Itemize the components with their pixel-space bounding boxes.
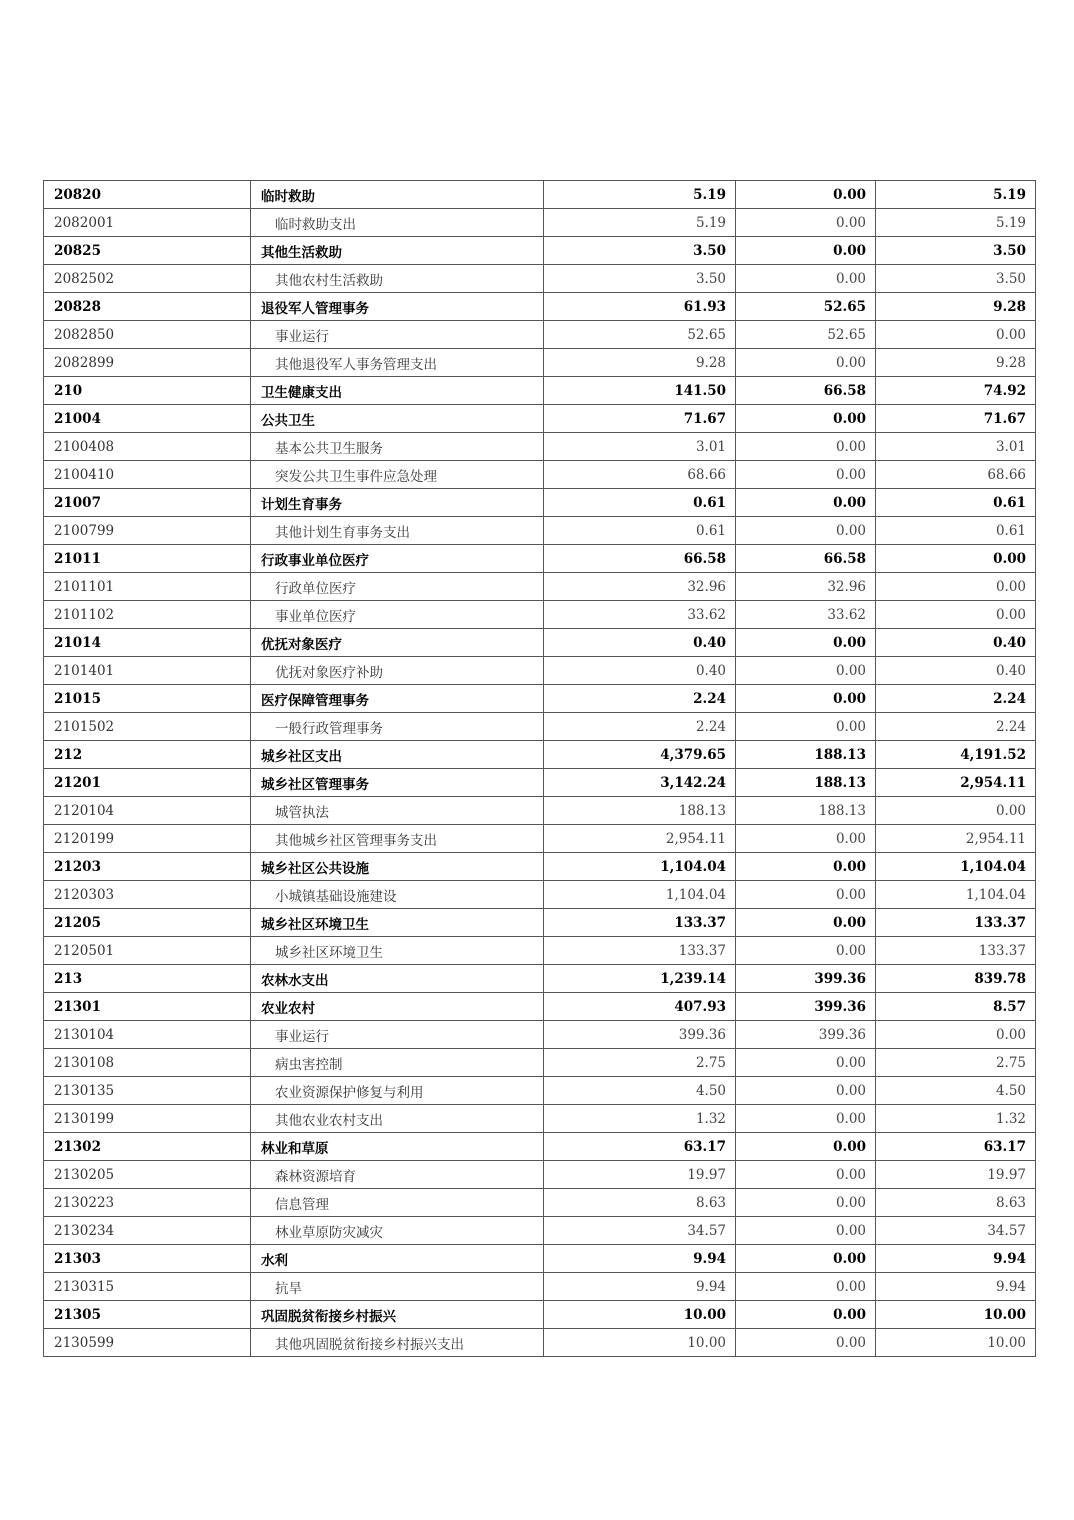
basic-expenditure-cell: 0.00 (736, 713, 876, 741)
account-name-cell: 优抚对象医疗 (251, 629, 544, 657)
account-code-cell: 2082850 (44, 321, 251, 349)
table-row (44, 769, 1036, 797)
account-code-cell: 21302 (44, 1133, 251, 1161)
project-expenditure-cell: 3.50 (876, 237, 1036, 265)
table-row (44, 1301, 1036, 1329)
budget-table (43, 180, 1036, 1357)
account-code-cell: 213 (44, 965, 251, 993)
account-code-cell: 21301 (44, 993, 251, 1021)
account-name-cell: 小城镇基础设施建设 (251, 881, 544, 909)
project-expenditure-cell: 8.63 (876, 1189, 1036, 1217)
total-amount-cell: 34.57 (544, 1217, 736, 1245)
basic-expenditure-cell: 32.96 (736, 573, 876, 601)
account-code-cell: 2130205 (44, 1161, 251, 1189)
total-amount-cell: 9.28 (544, 349, 736, 377)
table-row (44, 1105, 1036, 1133)
basic-expenditure-cell: 399.36 (736, 993, 876, 1021)
account-code-cell: 2130108 (44, 1049, 251, 1077)
total-amount-cell: 4,379.65 (544, 741, 736, 769)
basic-expenditure-cell: 0.00 (736, 405, 876, 433)
basic-expenditure-cell: 52.65 (736, 293, 876, 321)
account-name-cell: 城管执法 (251, 797, 544, 825)
table-row (44, 685, 1036, 713)
project-expenditure-cell: 0.61 (876, 489, 1036, 517)
total-amount-cell: 33.62 (544, 601, 736, 629)
basic-expenditure-cell: 0.00 (736, 237, 876, 265)
project-expenditure-cell: 839.78 (876, 965, 1036, 993)
total-amount-cell: 2.24 (544, 685, 736, 713)
total-amount-cell: 52.65 (544, 321, 736, 349)
account-code-cell: 21205 (44, 909, 251, 937)
total-amount-cell: 188.13 (544, 797, 736, 825)
table-row (44, 797, 1036, 825)
account-name-cell: 病虫害控制 (251, 1049, 544, 1077)
account-name-cell: 优抚对象医疗补助 (251, 657, 544, 685)
project-expenditure-cell: 8.57 (876, 993, 1036, 1021)
account-code-cell: 2130199 (44, 1105, 251, 1133)
project-expenditure-cell: 133.37 (876, 909, 1036, 937)
basic-expenditure-cell: 0.00 (736, 349, 876, 377)
basic-expenditure-cell: 0.00 (736, 1217, 876, 1245)
total-amount-cell: 0.61 (544, 489, 736, 517)
basic-expenditure-cell: 188.13 (736, 769, 876, 797)
project-expenditure-cell: 2.24 (876, 685, 1036, 713)
table-row (44, 517, 1036, 545)
basic-expenditure-cell: 0.00 (736, 1273, 876, 1301)
account-code-cell: 210 (44, 377, 251, 405)
total-amount-cell: 399.36 (544, 1021, 736, 1049)
account-name-cell: 行政事业单位医疗 (251, 545, 544, 573)
basic-expenditure-cell: 0.00 (736, 209, 876, 237)
basic-expenditure-cell: 0.00 (736, 1161, 876, 1189)
table-row (44, 881, 1036, 909)
table-row (44, 293, 1036, 321)
table-row (44, 265, 1036, 293)
account-code-cell: 2120199 (44, 825, 251, 853)
account-code-cell: 2100408 (44, 433, 251, 461)
account-code-cell: 20820 (44, 181, 251, 209)
account-code-cell: 2082502 (44, 265, 251, 293)
account-code-cell: 21015 (44, 685, 251, 713)
total-amount-cell: 66.58 (544, 545, 736, 573)
account-name-cell: 计划生育事务 (251, 489, 544, 517)
account-code-cell: 20828 (44, 293, 251, 321)
account-name-cell: 林业草原防灾减灾 (251, 1217, 544, 1245)
total-amount-cell: 71.67 (544, 405, 736, 433)
basic-expenditure-cell: 0.00 (736, 629, 876, 657)
account-code-cell: 21303 (44, 1245, 251, 1273)
project-expenditure-cell: 19.97 (876, 1161, 1036, 1189)
total-amount-cell: 133.37 (544, 909, 736, 937)
total-amount-cell: 1,239.14 (544, 965, 736, 993)
account-name-cell: 城乡社区公共设施 (251, 853, 544, 881)
account-code-cell: 2120104 (44, 797, 251, 825)
account-code-cell: 2130223 (44, 1189, 251, 1217)
table-row (44, 433, 1036, 461)
basic-expenditure-cell: 0.00 (736, 181, 876, 209)
account-name-cell: 突发公共卫生事件应急处理 (251, 461, 544, 489)
table-row (44, 713, 1036, 741)
basic-expenditure-cell: 0.00 (736, 1245, 876, 1273)
project-expenditure-cell: 0.40 (876, 629, 1036, 657)
table-row (44, 573, 1036, 601)
account-name-cell: 其他退役军人事务管理支出 (251, 349, 544, 377)
basic-expenditure-cell: 188.13 (736, 797, 876, 825)
table-row (44, 1329, 1036, 1357)
project-expenditure-cell: 2,954.11 (876, 769, 1036, 797)
total-amount-cell: 5.19 (544, 209, 736, 237)
account-name-cell: 巩固脱贫衔接乡村振兴 (251, 1301, 544, 1329)
total-amount-cell: 0.61 (544, 517, 736, 545)
table-row (44, 937, 1036, 965)
table-row (44, 489, 1036, 517)
table-row (44, 965, 1036, 993)
table-row (44, 349, 1036, 377)
total-amount-cell: 407.93 (544, 993, 736, 1021)
total-amount-cell: 63.17 (544, 1133, 736, 1161)
total-amount-cell: 0.40 (544, 629, 736, 657)
total-amount-cell: 4.50 (544, 1077, 736, 1105)
basic-expenditure-cell: 0.00 (736, 1133, 876, 1161)
account-code-cell: 212 (44, 741, 251, 769)
account-name-cell: 城乡社区支出 (251, 741, 544, 769)
total-amount-cell: 9.94 (544, 1273, 736, 1301)
project-expenditure-cell: 9.28 (876, 349, 1036, 377)
account-name-cell: 城乡社区环境卫生 (251, 909, 544, 937)
account-name-cell: 医疗保障管理事务 (251, 685, 544, 713)
basic-expenditure-cell: 0.00 (736, 937, 876, 965)
project-expenditure-cell: 74.92 (876, 377, 1036, 405)
project-expenditure-cell: 4,191.52 (876, 741, 1036, 769)
table-row (44, 545, 1036, 573)
basic-expenditure-cell: 0.00 (736, 1301, 876, 1329)
project-expenditure-cell: 63.17 (876, 1133, 1036, 1161)
account-name-cell: 一般行政管理事务 (251, 713, 544, 741)
project-expenditure-cell: 10.00 (876, 1329, 1036, 1357)
basic-expenditure-cell: 0.00 (736, 685, 876, 713)
basic-expenditure-cell: 66.58 (736, 377, 876, 405)
account-name-cell: 城乡社区环境卫生 (251, 937, 544, 965)
project-expenditure-cell: 0.40 (876, 657, 1036, 685)
account-name-cell: 行政单位医疗 (251, 573, 544, 601)
table-row (44, 657, 1036, 685)
project-expenditure-cell: 2,954.11 (876, 825, 1036, 853)
account-name-cell: 抗旱 (251, 1273, 544, 1301)
total-amount-cell: 2.75 (544, 1049, 736, 1077)
table-row (44, 377, 1036, 405)
table-row (44, 741, 1036, 769)
basic-expenditure-cell: 0.00 (736, 909, 876, 937)
table-row (44, 237, 1036, 265)
project-expenditure-cell: 4.50 (876, 1077, 1036, 1105)
table-row (44, 209, 1036, 237)
project-expenditure-cell: 1,104.04 (876, 853, 1036, 881)
account-name-cell: 事业运行 (251, 1021, 544, 1049)
project-expenditure-cell: 2.24 (876, 713, 1036, 741)
project-expenditure-cell: 10.00 (876, 1301, 1036, 1329)
total-amount-cell: 141.50 (544, 377, 736, 405)
total-amount-cell: 61.93 (544, 293, 736, 321)
total-amount-cell: 2,954.11 (544, 825, 736, 853)
basic-expenditure-cell: 0.00 (736, 1329, 876, 1357)
basic-expenditure-cell: 0.00 (736, 657, 876, 685)
total-amount-cell: 10.00 (544, 1329, 736, 1357)
basic-expenditure-cell: 0.00 (736, 853, 876, 881)
account-name-cell: 农业农村 (251, 993, 544, 1021)
account-name-cell: 林业和草原 (251, 1133, 544, 1161)
basic-expenditure-cell: 66.58 (736, 545, 876, 573)
account-name-cell: 其他农村生活救助 (251, 265, 544, 293)
total-amount-cell: 32.96 (544, 573, 736, 601)
total-amount-cell: 9.94 (544, 1245, 736, 1273)
basic-expenditure-cell: 0.00 (736, 1077, 876, 1105)
project-expenditure-cell: 0.00 (876, 545, 1036, 573)
project-expenditure-cell: 5.19 (876, 181, 1036, 209)
account-name-cell: 其他农业农村支出 (251, 1105, 544, 1133)
project-expenditure-cell: 0.00 (876, 321, 1036, 349)
account-code-cell: 2130104 (44, 1021, 251, 1049)
basic-expenditure-cell: 399.36 (736, 965, 876, 993)
account-code-cell: 2082899 (44, 349, 251, 377)
project-expenditure-cell: 0.00 (876, 573, 1036, 601)
account-name-cell: 其他巩固脱贫衔接乡村振兴支出 (251, 1329, 544, 1357)
table-row (44, 1161, 1036, 1189)
account-name-cell: 其他计划生育事务支出 (251, 517, 544, 545)
project-expenditure-cell: 0.00 (876, 1021, 1036, 1049)
project-expenditure-cell: 1,104.04 (876, 881, 1036, 909)
table-row (44, 1077, 1036, 1105)
basic-expenditure-cell: 0.00 (736, 517, 876, 545)
basic-expenditure-cell: 0.00 (736, 433, 876, 461)
account-code-cell: 2130599 (44, 1329, 251, 1357)
project-expenditure-cell: 2.75 (876, 1049, 1036, 1077)
account-code-cell: 20825 (44, 237, 251, 265)
account-code-cell: 2101102 (44, 601, 251, 629)
account-name-cell: 信息管理 (251, 1189, 544, 1217)
total-amount-cell: 3.50 (544, 237, 736, 265)
basic-expenditure-cell: 0.00 (736, 265, 876, 293)
basic-expenditure-cell: 52.65 (736, 321, 876, 349)
account-code-cell: 21203 (44, 853, 251, 881)
account-code-cell: 21305 (44, 1301, 251, 1329)
account-code-cell: 21011 (44, 545, 251, 573)
account-name-cell: 临时救助支出 (251, 209, 544, 237)
table-row (44, 1245, 1036, 1273)
account-code-cell: 21007 (44, 489, 251, 517)
total-amount-cell: 3,142.24 (544, 769, 736, 797)
account-code-cell: 2130135 (44, 1077, 251, 1105)
table-row (44, 405, 1036, 433)
table-row (44, 825, 1036, 853)
total-amount-cell: 8.63 (544, 1189, 736, 1217)
table-row (44, 1217, 1036, 1245)
basic-expenditure-cell: 399.36 (736, 1021, 876, 1049)
budget-table-body (44, 181, 1036, 1357)
project-expenditure-cell: 1.32 (876, 1105, 1036, 1133)
table-row (44, 461, 1036, 489)
basic-expenditure-cell: 0.00 (736, 1049, 876, 1077)
project-expenditure-cell: 5.19 (876, 209, 1036, 237)
project-expenditure-cell: 3.01 (876, 433, 1036, 461)
total-amount-cell: 19.97 (544, 1161, 736, 1189)
project-expenditure-cell: 9.94 (876, 1245, 1036, 1273)
account-code-cell: 2100799 (44, 517, 251, 545)
table-row (44, 181, 1036, 209)
account-name-cell: 事业单位医疗 (251, 601, 544, 629)
account-code-cell: 2082001 (44, 209, 251, 237)
table-row (44, 321, 1036, 349)
table-row (44, 1133, 1036, 1161)
account-code-cell: 2100410 (44, 461, 251, 489)
total-amount-cell: 68.66 (544, 461, 736, 489)
account-code-cell: 2101502 (44, 713, 251, 741)
basic-expenditure-cell: 0.00 (736, 825, 876, 853)
basic-expenditure-cell: 0.00 (736, 1105, 876, 1133)
table-row (44, 1273, 1036, 1301)
account-name-cell: 卫生健康支出 (251, 377, 544, 405)
account-code-cell: 21201 (44, 769, 251, 797)
account-code-cell: 21014 (44, 629, 251, 657)
account-name-cell: 退役军人管理事务 (251, 293, 544, 321)
project-expenditure-cell: 0.00 (876, 797, 1036, 825)
account-code-cell: 21004 (44, 405, 251, 433)
total-amount-cell: 0.40 (544, 657, 736, 685)
basic-expenditure-cell: 33.62 (736, 601, 876, 629)
account-name-cell: 公共卫生 (251, 405, 544, 433)
account-name-cell: 其他生活救助 (251, 237, 544, 265)
account-code-cell: 2101101 (44, 573, 251, 601)
table-row (44, 601, 1036, 629)
account-name-cell: 城乡社区管理事务 (251, 769, 544, 797)
project-expenditure-cell: 0.61 (876, 517, 1036, 545)
total-amount-cell: 1.32 (544, 1105, 736, 1133)
basic-expenditure-cell: 0.00 (736, 461, 876, 489)
project-expenditure-cell: 9.94 (876, 1273, 1036, 1301)
account-code-cell: 2130234 (44, 1217, 251, 1245)
account-name-cell: 水利 (251, 1245, 544, 1273)
basic-expenditure-cell: 0.00 (736, 1189, 876, 1217)
project-expenditure-cell: 68.66 (876, 461, 1036, 489)
account-name-cell: 其他城乡社区管理事务支出 (251, 825, 544, 853)
account-name-cell: 森林资源培育 (251, 1161, 544, 1189)
total-amount-cell: 1,104.04 (544, 853, 736, 881)
account-name-cell: 临时救助 (251, 181, 544, 209)
basic-expenditure-cell: 0.00 (736, 881, 876, 909)
account-name-cell: 基本公共卫生服务 (251, 433, 544, 461)
total-amount-cell: 133.37 (544, 937, 736, 965)
account-name-cell: 农林水支出 (251, 965, 544, 993)
total-amount-cell: 10.00 (544, 1301, 736, 1329)
project-expenditure-cell: 71.67 (876, 405, 1036, 433)
total-amount-cell: 5.19 (544, 181, 736, 209)
account-code-cell: 2130315 (44, 1273, 251, 1301)
project-expenditure-cell: 0.00 (876, 601, 1036, 629)
total-amount-cell: 2.24 (544, 713, 736, 741)
table-row (44, 1021, 1036, 1049)
account-name-cell: 农业资源保护修复与利用 (251, 1077, 544, 1105)
basic-expenditure-cell: 188.13 (736, 741, 876, 769)
basic-expenditure-cell: 0.00 (736, 489, 876, 517)
total-amount-cell: 1,104.04 (544, 881, 736, 909)
account-name-cell: 事业运行 (251, 321, 544, 349)
table-row (44, 853, 1036, 881)
table-row (44, 1189, 1036, 1217)
total-amount-cell: 3.01 (544, 433, 736, 461)
project-expenditure-cell: 34.57 (876, 1217, 1036, 1245)
account-code-cell: 2120501 (44, 937, 251, 965)
table-row (44, 1049, 1036, 1077)
project-expenditure-cell: 133.37 (876, 937, 1036, 965)
project-expenditure-cell: 9.28 (876, 293, 1036, 321)
table-row (44, 629, 1036, 657)
total-amount-cell: 3.50 (544, 265, 736, 293)
account-code-cell: 2120303 (44, 881, 251, 909)
project-expenditure-cell: 3.50 (876, 265, 1036, 293)
account-code-cell: 2101401 (44, 657, 251, 685)
table-row (44, 909, 1036, 937)
table-row (44, 993, 1036, 1021)
